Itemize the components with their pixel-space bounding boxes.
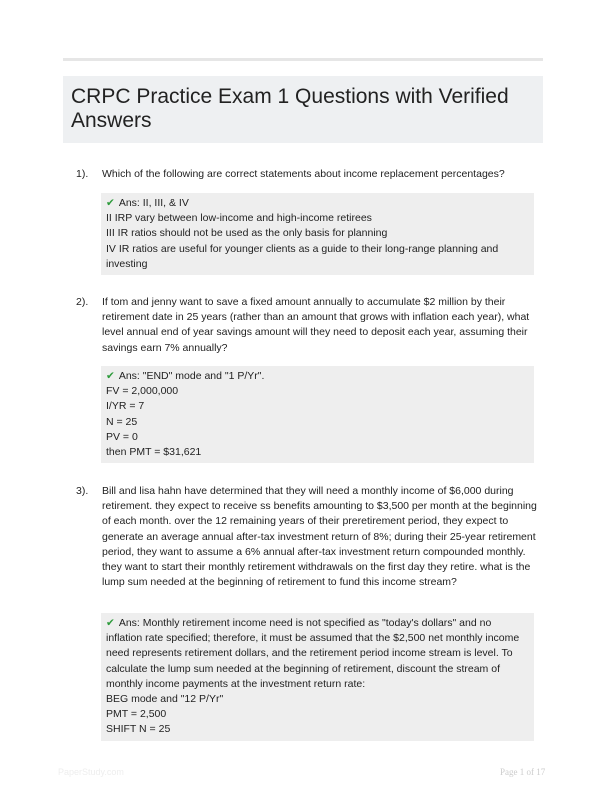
check-icon: ✔: [106, 617, 115, 629]
answer-line: then PMT = $31,621: [106, 446, 202, 459]
answer-box: [101, 193, 534, 275]
answer-line: PMT = 2,500: [106, 708, 167, 721]
answer-line: I/YR = 7: [106, 400, 145, 413]
check-icon: ✔: [106, 370, 115, 382]
answer-line: N = 25: [106, 415, 138, 428]
question-text: Bill and lisa hahn have determined that they will need a monthly income of $6,000 during retirement. they expect to receive ss benefits amounting to $3,500 per month at the beginning of each month. over the 12 remaining years of their preretirement period, they expect to generate an average annual after-tax investment return of 8%; during their 25-year retirement period, they want to assume a 6% annual after-tax investment return compounded monthly. they want to start their monthly retirement withdrawals on the first day they retire. what is the lump sum needed at the beginning of retirement to fund this income stream?: [102, 485, 537, 589]
answer-line: BEG mode and "12 P/Yr": [106, 693, 224, 706]
answer-line: III IR ratios should not be used as the only basis for planning: [106, 227, 388, 240]
page-title: CRPC Practice Exam 1 Questions with Verified Answers: [71, 85, 509, 132]
answer-line: IV IR ratios are useful for younger clients as a guide to their long-range planning and investing: [106, 242, 499, 270]
check-icon: ✔: [106, 197, 115, 209]
answer-box: [101, 613, 534, 741]
answer-line: Ans: II, III, & IV: [118, 197, 189, 209]
answer-box: [101, 366, 534, 463]
footer-watermark: PaperStudy.com: [58, 767, 124, 777]
answer-line: Ans: Monthly retirement income need is not specified as "today's dollars" and no inflation rate specified; therefore, it must be assumed that the $2,500 net monthly income need represents retirement dollars, and the retirement period income stream is level. To calculate the lump sum needed at the beginning of retirement, discount the stream of monthly income payments at the investment return rate:: [106, 617, 520, 690]
answer-line: Ans: "END" mode and "1 P/Yr".: [118, 370, 265, 382]
question-number: 3).: [76, 485, 89, 497]
question-number: 2).: [76, 296, 89, 308]
question-text: If tom and jenny want to save a fixed amount annually to accumulate $2 million by their retirement date in 25 years (rather than an amount that grows with inflation each year), what level annual end of year savings amount will they need to deposit each year, assuming their savings earn 7% annually?: [102, 296, 530, 354]
page-number: Page 1 of 17: [500, 767, 546, 777]
question-number: 1).: [76, 168, 89, 180]
answer-line: PV = 0: [106, 430, 138, 443]
top-divider: [63, 58, 543, 61]
title-box: [63, 76, 543, 143]
answer-line: FV = 2,000,000: [106, 385, 179, 398]
answer-line: II IRP vary between low-income and high-income retirees: [106, 212, 372, 225]
question-text: Which of the following are correct statements about income replacement percentages?: [102, 168, 505, 180]
answer-line: SHIFT N = 25: [106, 723, 171, 736]
